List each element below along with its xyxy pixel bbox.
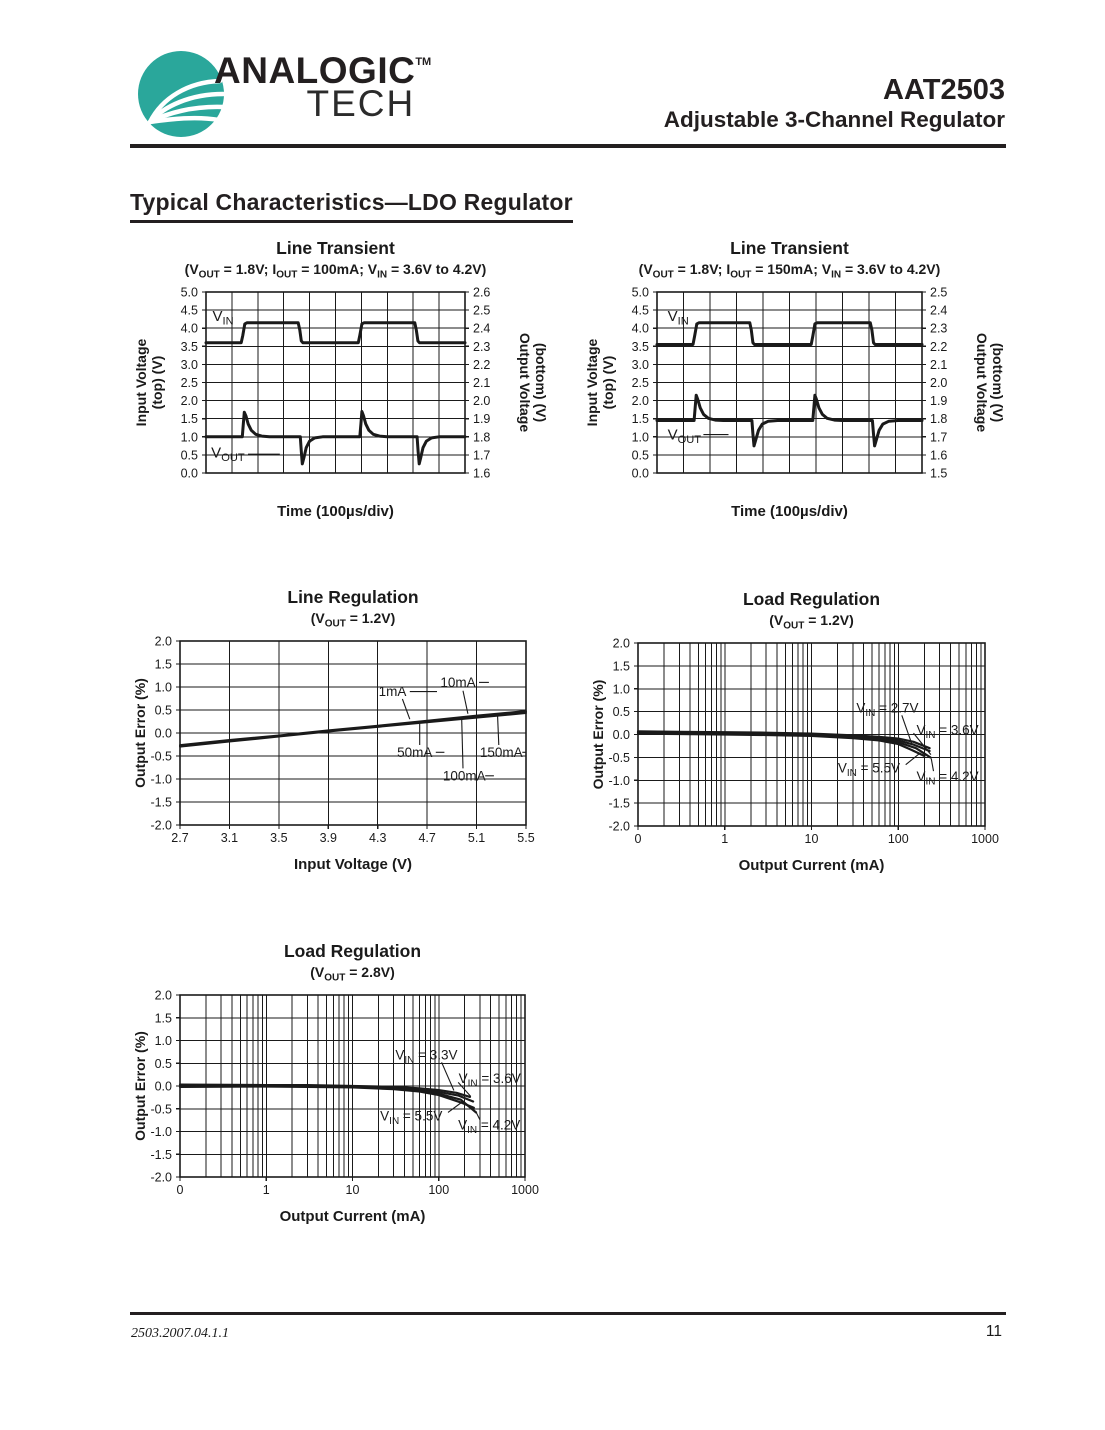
y-left-tick-label: 0.5 bbox=[631, 448, 649, 463]
chart-title: Load Regulation bbox=[283, 941, 422, 961]
y-left-tick-label: 4.0 bbox=[631, 321, 649, 336]
y-right-axis-title: (bottom) (V) bbox=[990, 342, 1006, 423]
x-tick-label: 5.5 bbox=[517, 831, 535, 845]
y-left-tick-label: 4.0 bbox=[180, 321, 198, 336]
chart-subtitle: $(V_{OUT} = 1.2V)$ bbox=[769, 612, 854, 632]
y-left-tick-label: -1.5 bbox=[150, 795, 172, 810]
x-tick-label: 1000 bbox=[971, 832, 999, 846]
chart-line-regulation-1v2 bbox=[118, 583, 570, 885]
y-left-tick-label: 2.5 bbox=[631, 376, 649, 390]
annotation-label: $V_{IN} = 2.7V$ bbox=[856, 700, 919, 719]
y-left-tick-label: 0.0 bbox=[154, 1079, 172, 1094]
document-header-right bbox=[664, 74, 1005, 133]
trademark-symbol: TM bbox=[415, 56, 432, 68]
y-left-tick-label: 1.0 bbox=[154, 680, 172, 695]
annotation-label: $V_{IN} = 3.6V$ bbox=[916, 722, 979, 741]
y-left-tick-label: 2.0 bbox=[631, 394, 649, 409]
y-left-tick-label: 1.5 bbox=[154, 657, 172, 672]
y-left-tick-label: -2.0 bbox=[150, 1170, 172, 1185]
x-tick-label: 3.9 bbox=[319, 831, 337, 845]
x-tick-label: 3.5 bbox=[270, 831, 288, 845]
y-left-tick-label: 5.0 bbox=[180, 285, 198, 300]
y-left-tick-label: 1.5 bbox=[631, 412, 649, 427]
chart-subtitle: ($V_{OUT} = 1.8V$; $I_{OUT} = 150mA$; $V_{IN} = 3.6V$ to 4.2V) bbox=[638, 261, 941, 281]
y-right-tick-label: 2.4 bbox=[930, 303, 948, 318]
y-left-tick-label: 0.0 bbox=[612, 728, 630, 742]
y-left-tick-label: -0.5 bbox=[150, 749, 172, 764]
y-right-tick-label: 2.2 bbox=[930, 339, 948, 354]
y-left-tick-label: -1.0 bbox=[608, 773, 630, 788]
y-left-tick-label: -1.5 bbox=[608, 796, 630, 811]
x-tick-label: 3.1 bbox=[220, 831, 239, 845]
x-tick-label: 100 bbox=[887, 832, 909, 846]
y-left-tick-label: -2.0 bbox=[150, 818, 172, 833]
annotation-label: $V_{IN}$ bbox=[212, 308, 234, 328]
x-tick-label: 10 bbox=[345, 1183, 360, 1197]
x-axis-title: Time (100µs/div) bbox=[731, 503, 848, 520]
annotation-label: $V_{IN} = 3.6V$ bbox=[458, 1070, 521, 1090]
x-tick-label: 5.1 bbox=[467, 831, 486, 845]
y-left-tick-label: -2.0 bbox=[608, 819, 630, 834]
y-right-tick-label: 1.9 bbox=[930, 394, 948, 409]
y-right-tick-label: 1.6 bbox=[930, 448, 948, 463]
x-tick-label: 100 bbox=[428, 1183, 450, 1197]
y-right-tick-label: 2.1 bbox=[930, 357, 948, 372]
y-right-tick-label: 2.3 bbox=[473, 339, 491, 354]
y-left-tick-label: 2.0 bbox=[154, 634, 172, 649]
y-left-axis-title: (top) (V) bbox=[149, 355, 165, 410]
y-left-tick-label: 2.5 bbox=[180, 376, 198, 390]
y-right-axis-title: (bottom) (V) bbox=[533, 342, 549, 423]
y-right-tick-label: 1.6 bbox=[473, 466, 491, 481]
annotation-label: $V_{IN} = 5.5V$ bbox=[380, 1108, 443, 1128]
chart-line-transient-150ma bbox=[580, 230, 1030, 532]
x-tick-label: 10 bbox=[804, 832, 819, 846]
x-tick-label: 2.7 bbox=[171, 831, 189, 845]
y-left-tick-label: 1.5 bbox=[612, 659, 630, 674]
doc-id: 2503.2007.04.1.1 bbox=[131, 1326, 229, 1341]
y-left-tick-label: 5.0 bbox=[631, 285, 649, 300]
part-title: Adjustable 3-Channel Regulator bbox=[663, 107, 1005, 133]
annotation-label: 150mA bbox=[479, 744, 523, 760]
x-tick-label: 1 bbox=[262, 1183, 270, 1197]
y-right-tick-label: 1.9 bbox=[473, 412, 491, 427]
y-left-tick-label: 2.0 bbox=[180, 394, 198, 409]
y-left-tick-label: 1.0 bbox=[631, 430, 649, 445]
y-left-tick-label: 0.0 bbox=[180, 466, 198, 481]
brand-wordmark bbox=[214, 52, 431, 122]
chart-load-regulation-1v2 bbox=[576, 583, 1032, 885]
x-tick-label: 4.3 bbox=[369, 831, 387, 845]
page-number: 11 bbox=[985, 1323, 1002, 1340]
y-left-tick-label: -1.0 bbox=[150, 772, 172, 787]
chart-title: Line Regulation bbox=[287, 587, 419, 607]
x-tick-label: 1 bbox=[721, 832, 729, 846]
y-left-tick-label: -1.0 bbox=[150, 1125, 172, 1139]
y-left-tick-label: 0.5 bbox=[154, 703, 172, 718]
x-axis-title: Output Current (mA) bbox=[738, 857, 885, 874]
y-left-axis-title: Output Error (%) bbox=[132, 1031, 148, 1141]
y-left-tick-label: 1.5 bbox=[154, 1011, 172, 1026]
y-left-tick-label: 0.0 bbox=[154, 726, 172, 741]
y-left-tick-label: 4.5 bbox=[180, 303, 198, 318]
y-left-tick-label: -1.5 bbox=[150, 1147, 172, 1162]
x-tick-label: 0 bbox=[634, 832, 642, 846]
x-axis-title: Output Current (mA) bbox=[279, 1208, 426, 1225]
y-left-tick-label: 1.0 bbox=[612, 682, 630, 697]
annotation-label: 50mA bbox=[397, 744, 433, 760]
chart-subtitle: $(V_{OUT} = 1.2V)$ bbox=[310, 610, 396, 630]
y-left-axis-title: Input Voltage bbox=[584, 338, 600, 427]
chart-load-regulation-2v8 bbox=[118, 937, 570, 1239]
axis-ticks bbox=[176, 641, 526, 829]
chart-line-transient-100ma bbox=[128, 230, 564, 532]
annotation-leader bbox=[931, 758, 933, 771]
y-right-axis-title: Output Voltage bbox=[517, 332, 533, 433]
y-left-tick-label: 0.5 bbox=[612, 705, 630, 720]
header-rule bbox=[130, 144, 1006, 148]
y-right-tick-label: 2.4 bbox=[473, 321, 491, 336]
y-left-axis-title: (top) (V) bbox=[600, 355, 616, 410]
x-tick-label: 0 bbox=[176, 1183, 184, 1197]
y-left-tick-label: 3.5 bbox=[631, 339, 649, 354]
y-left-tick-label: 4.5 bbox=[631, 303, 649, 318]
y-right-tick-label: 1.5 bbox=[930, 466, 948, 481]
y-left-tick-label: -0.5 bbox=[608, 750, 630, 765]
grid bbox=[206, 292, 465, 473]
annotation-label: $V_{OUT}$ bbox=[211, 444, 245, 465]
y-right-tick-label: 1.7 bbox=[473, 448, 491, 463]
x-axis-title: Input Voltage (V) bbox=[293, 856, 413, 873]
part-number: AAT2503 bbox=[883, 74, 1005, 106]
annotation-leader bbox=[462, 719, 463, 768]
annotation-label: $V_{IN} = 4.2V$ bbox=[916, 769, 979, 788]
y-left-axis-title: Input Voltage bbox=[133, 338, 149, 427]
y-left-tick-label: -0.5 bbox=[150, 1102, 172, 1117]
series-150ma bbox=[180, 711, 526, 746]
annotation-label: $V_{IN} = 4.2V$ bbox=[458, 1117, 521, 1137]
y-left-tick-label: 3.0 bbox=[180, 357, 198, 372]
y-right-axis-title: Output Voltage bbox=[974, 332, 990, 433]
section-title: Typical Characteristics—LDO Regulator bbox=[130, 189, 573, 223]
y-right-tick-label: 2.2 bbox=[473, 357, 491, 372]
y-left-axis-title: Output Error (%) bbox=[590, 679, 606, 790]
y-left-tick-label: 2.0 bbox=[154, 988, 172, 1003]
chart-subtitle: $(V_{OUT} = 2.8V)$ bbox=[310, 964, 395, 984]
y-left-tick-label: 0.0 bbox=[631, 466, 649, 481]
annotation-label: 1mA bbox=[378, 684, 407, 700]
y-right-tick-label: 2.0 bbox=[473, 394, 491, 409]
annotation-label: $V_{IN}$ bbox=[667, 308, 689, 328]
annotation-leader bbox=[402, 699, 409, 719]
y-right-tick-label: 2.5 bbox=[930, 285, 948, 300]
y-right-tick-label: 1.7 bbox=[930, 430, 948, 445]
brand-name-2: TECH bbox=[306, 83, 416, 124]
annotation-label: $V_{IN} = 3.3V$ bbox=[395, 1047, 458, 1067]
y-right-tick-label: 1.8 bbox=[473, 430, 491, 445]
chart-subtitle: ($V_{OUT} = 1.8V$; $I_{OUT} = 100mA$; $V_{IN} = 3.6V$ to 4.2V) bbox=[184, 261, 487, 281]
y-left-tick-label: 2.0 bbox=[612, 636, 630, 651]
y-left-tick-label: 0.5 bbox=[180, 448, 198, 463]
y-right-tick-label: 1.8 bbox=[930, 412, 948, 427]
y-right-tick-label: 2.6 bbox=[473, 285, 491, 300]
annotation-label: $V_{IN} = 5.5V$ bbox=[837, 760, 901, 779]
y-right-tick-label: 2.1 bbox=[473, 376, 491, 390]
grid bbox=[180, 641, 526, 825]
y-right-tick-label: 2.3 bbox=[930, 321, 948, 336]
annotation-leader bbox=[498, 716, 499, 745]
y-left-tick-label: 1.0 bbox=[154, 1034, 172, 1048]
x-tick-label: 4.7 bbox=[418, 831, 436, 845]
y-left-tick-label: 1.0 bbox=[180, 430, 198, 445]
annotation-leader bbox=[906, 753, 921, 765]
y-left-tick-label: 1.5 bbox=[180, 412, 198, 427]
annotation-label: $V_{OUT}$ bbox=[667, 426, 702, 446]
annotation-label: 10mA bbox=[440, 674, 476, 690]
y-left-tick-label: 3.5 bbox=[180, 339, 198, 354]
x-axis-title: Time (100µs/div) bbox=[277, 503, 394, 520]
y-left-axis-title: Output Error (%) bbox=[132, 678, 148, 788]
y-left-tick-label: 0.5 bbox=[154, 1056, 172, 1071]
chart-title: Line Transient bbox=[276, 238, 395, 258]
footer-rule bbox=[130, 1312, 1006, 1315]
x-tick-label: 1000 bbox=[511, 1183, 539, 1197]
y-left-tick-label: 3.0 bbox=[631, 357, 649, 372]
annotation-label: 100mA bbox=[442, 768, 486, 784]
y-right-tick-label: 2.0 bbox=[930, 376, 948, 390]
annotation-leader bbox=[448, 1102, 463, 1113]
brand-name-text: ANALOGIC bbox=[214, 50, 416, 91]
chart-title: Load Regulation bbox=[742, 589, 881, 609]
y-right-tick-label: 2.5 bbox=[473, 303, 491, 318]
chart-title: Line Transient bbox=[730, 238, 849, 258]
